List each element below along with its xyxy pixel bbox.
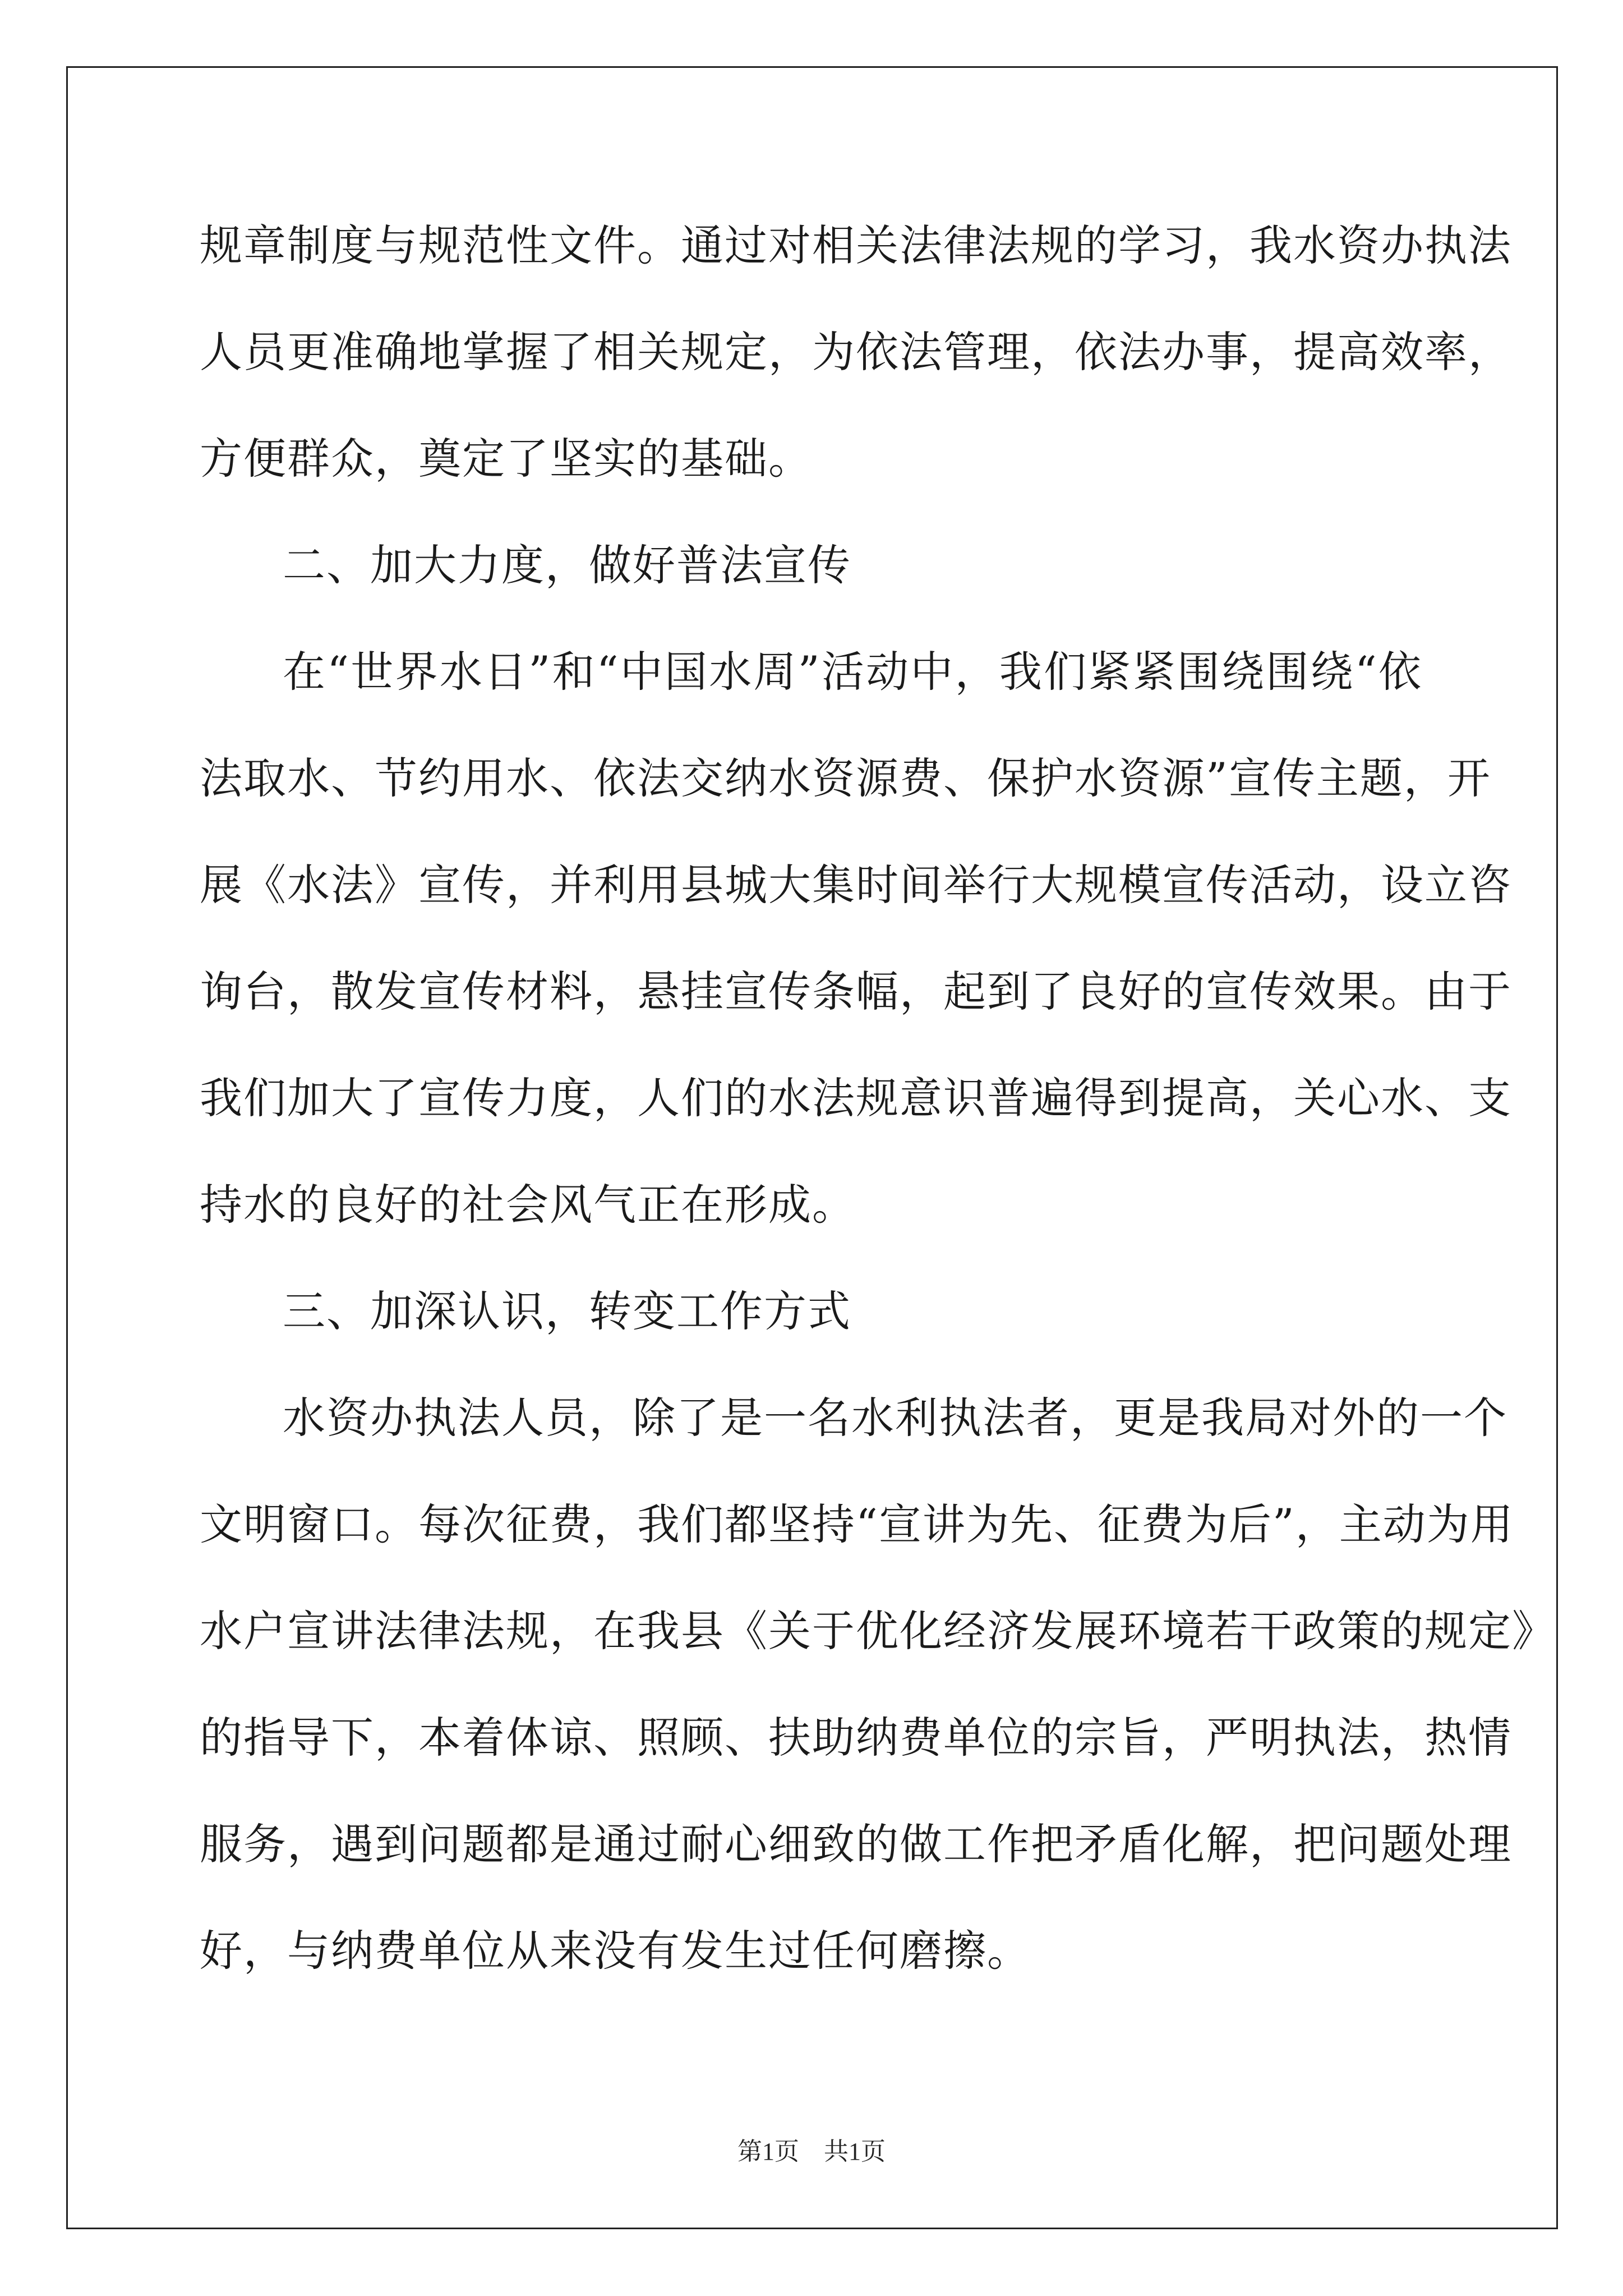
body-line: 水资办执法人员，除了是一名水利执法者，更是我局对外的一个 [283, 1393, 1507, 1443]
body-line: 询台，散发宣传材料，悬挂宣传条幅，起到了良好的宣传效果。由于 [200, 967, 1512, 1016]
body-line: 方便群众，奠定了坚实的基础。 [200, 434, 812, 484]
body-line: 的指导下，本着体谅、照顾、扶助纳费单位的宗旨，严明执法，热情 [200, 1713, 1512, 1763]
body-line: 好，与纳费单位从来没有发生过任何磨擦。 [200, 1926, 1031, 1976]
body-line: 文明窗口。每次征费，我们都坚持“宣讲为先、征费为后”，主动为用 [200, 1499, 1514, 1549]
body-line: 我们加大了宣传力度，人们的水法规意识普遍得到提高，关心水、支 [200, 1073, 1512, 1123]
body-line: 持水的良好的社会风气正在形成。 [200, 1180, 856, 1230]
page-number: 第1页 共1页 [737, 2138, 886, 2165]
body-line: 人员更准确地掌握了相关规定，为依法管理，依法办事，提高效率， [200, 327, 1512, 377]
body-line: 展《水法》宣传，并利用县城大集时间举行大规模宣传活动，设立咨 [200, 860, 1512, 910]
body-line: 规章制度与规范性文件。通过对相关法律法规的学习，我水资办执法 [200, 220, 1512, 270]
body-line: 水户宣讲法律法规，在我县《关于优化经济发展环境若干政策的规定》 [200, 1606, 1556, 1656]
page-border [66, 66, 1558, 2229]
body-line: 法取水、节约用水、依法交纳水资源费、保护水资源”宣传主题，开 [200, 753, 1491, 803]
body-line: 服务，遇到问题都是通过耐心细致的做工作把矛盾化解，把问题处理 [200, 1819, 1512, 1869]
body-line: 在“世界水日”和“中国水周”活动中，我们紧紧围绕围绕“依 [283, 647, 1422, 697]
section-heading: 二、加大力度，做好普法宣传 [283, 540, 851, 590]
section-heading: 三、加深认识，转变工作方式 [283, 1286, 851, 1336]
